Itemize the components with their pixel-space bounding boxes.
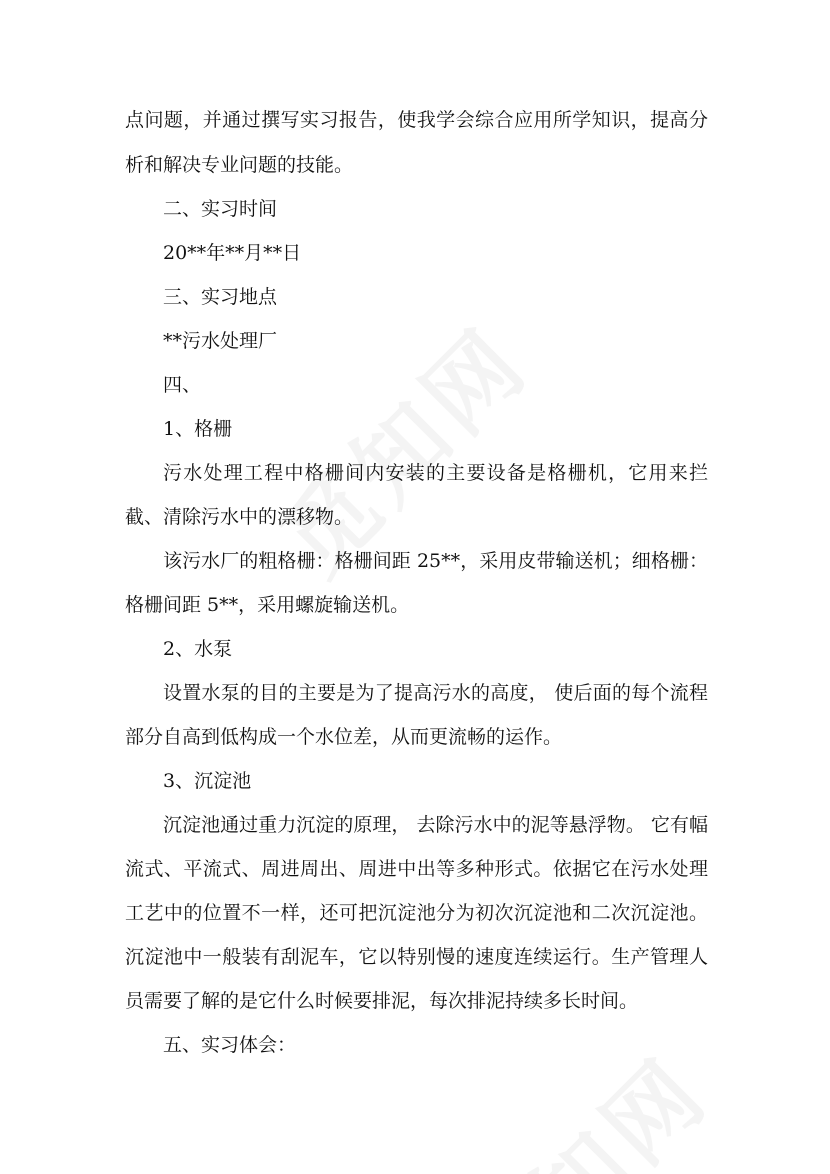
paragraph-line: 截、清除污水中的漂移物。	[125, 506, 354, 528]
paragraph-line: 格栅间距 5**，采用螺旋输送机。	[125, 594, 410, 616]
section-heading: 四、	[163, 374, 202, 396]
subsection-heading: 1、格栅	[163, 418, 233, 440]
paragraph-line: 沉淀池通过重力沉淀的原理， 去除污水中的泥等悬浮物。 它有幅	[163, 814, 708, 836]
paragraph-line: 设置水泵的目的主要是为了提高污水的高度， 使后面的每个流程	[163, 682, 708, 704]
paragraph-line: 析和解决专业问题的技能。	[125, 154, 354, 176]
paragraph-line: 点问题，并通过撰写实习报告，使我学会综合应用所学知识，提高分	[125, 109, 708, 131]
paragraph-line: 员需要了解的是它什么时候要排泥，每次排泥持续多长时间。	[125, 990, 639, 1012]
subsection-heading: 2、水泵	[163, 638, 233, 660]
watermark	[427, 1023, 732, 1174]
paragraph-line: 流式、平流式、周进周出、周进中出等多种形式。依据它在污水处理	[125, 858, 708, 880]
section-heading: 二、实习时间	[163, 198, 278, 220]
paragraph-line: 工艺中的位置不一样，还可把沉淀池分为初次沉淀池和二次沉淀池。	[125, 902, 708, 924]
date-value: 20**年**月**日	[163, 242, 302, 264]
paragraph-line: 污水处理工程中格栅间内安装的主要设备是格栅机，它用来拦	[163, 462, 708, 484]
section-heading: 五、实习体会：	[163, 1034, 297, 1056]
paragraph-line: 部分自高到低构成一个水位差，从而更流畅的运作。	[125, 726, 563, 748]
paragraph-line: 该污水厂的粗格栅：格栅间距 25**，采用皮带输送机；细格栅：	[163, 550, 708, 572]
location-value: **污水处理厂	[163, 330, 278, 352]
subsection-heading: 3、沉淀池	[163, 770, 252, 792]
section-heading: 三、实习地点	[163, 286, 278, 308]
paragraph-line: 沉淀池中一般装有刮泥车，它以特别慢的速度连续运行。生产管理人	[125, 946, 708, 968]
